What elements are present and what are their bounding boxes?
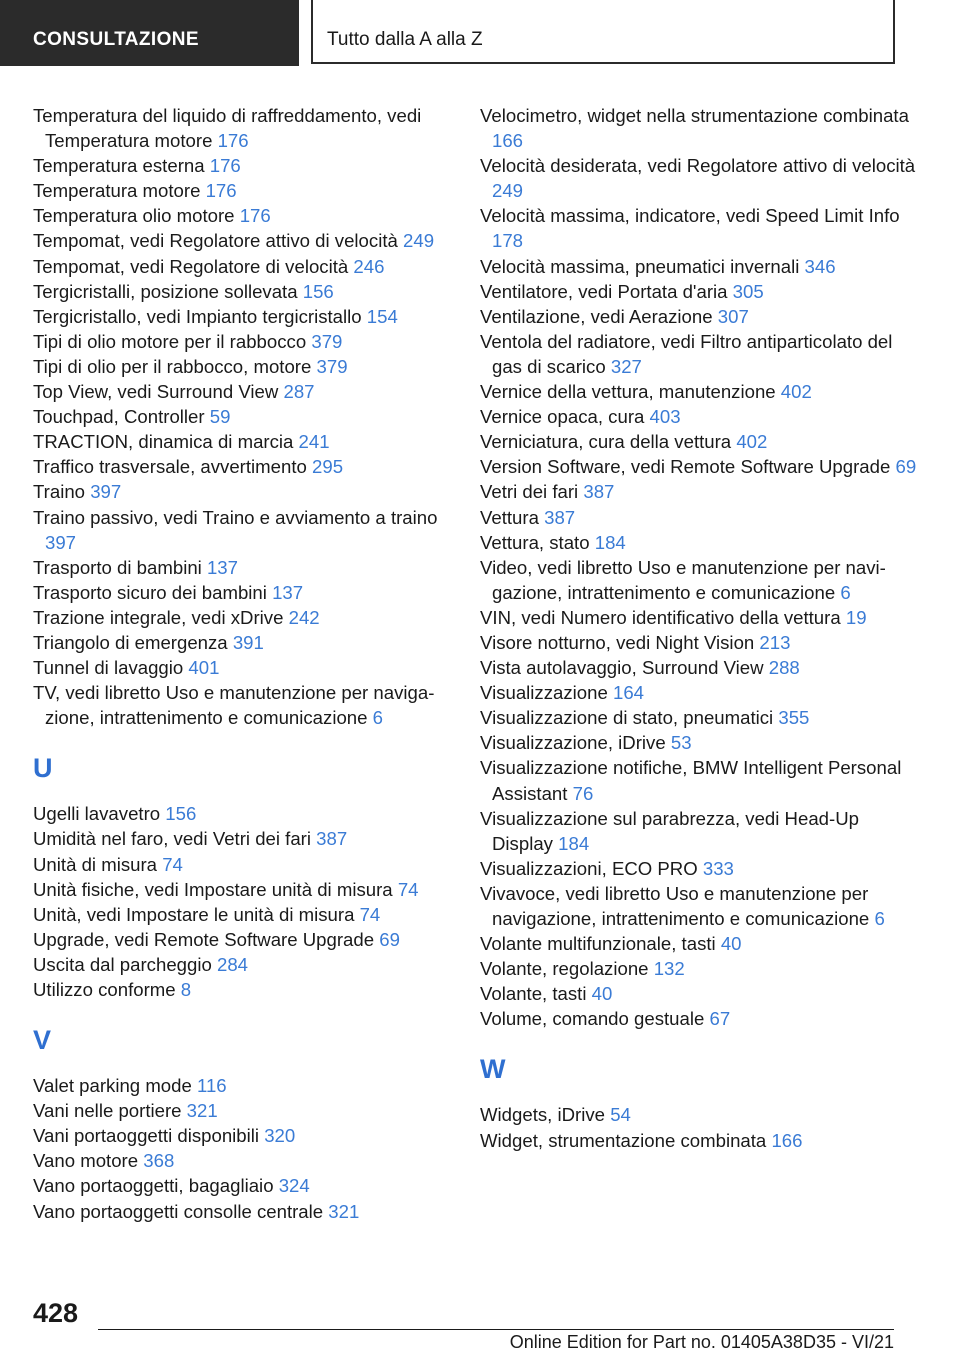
page-reference-link[interactable]: 156 (165, 803, 197, 825)
page-reference-link[interactable]: 368 (143, 1150, 175, 1172)
page-reference-link[interactable]: 137 (206, 556, 238, 578)
index-entry-text: Volante multifunzionale, tasti (480, 933, 716, 955)
page-reference-link[interactable]: 69 (379, 928, 400, 950)
index-entry-text: Version Software, vedi Remote Software Upgrade (480, 456, 891, 478)
page-reference-link[interactable]: 242 (288, 606, 320, 628)
footer-divider (98, 1329, 894, 1330)
index-entry (33, 902, 453, 927)
index-entry (33, 580, 453, 605)
index-entry (33, 877, 453, 902)
index-entry-text: Verniciatura, cura della vettura (480, 431, 732, 453)
index-entry (33, 1098, 453, 1123)
index-entry-text: Unità, vedi Impostare le unità di misura (33, 903, 355, 925)
page-reference-link[interactable]: 391 (232, 631, 264, 653)
index-entry-text: Video, vedi libretto Uso e manutenzione per navigazione, intrattenimento e comunicazione (480, 556, 886, 603)
index-entry (33, 630, 453, 655)
page-reference-link[interactable]: 401 (188, 657, 220, 679)
index-entry-text: TRACTION, dinamica di marcia (33, 431, 294, 453)
index-entry (33, 826, 453, 851)
index-entry (33, 304, 453, 329)
page-reference-link[interactable]: 116 (197, 1075, 227, 1097)
index-entry (480, 555, 920, 605)
page-reference-link[interactable]: 184 (558, 832, 590, 854)
index-entry (480, 505, 920, 530)
index-entry (33, 254, 453, 279)
index-entry (480, 655, 920, 680)
index-entry (33, 852, 453, 877)
index-entry-text: Tempomat, vedi Regolatore di velocità (33, 255, 349, 277)
index-entry-text: Traffico trasversale, avvertimento (33, 456, 307, 478)
index-entry (33, 354, 453, 379)
page-reference-link[interactable]: 288 (768, 657, 800, 679)
index-entry (33, 977, 453, 1002)
page-reference-link[interactable]: 379 (311, 330, 343, 352)
page-reference-link[interactable]: 397 (45, 531, 77, 553)
page-reference-link[interactable]: 19 (845, 606, 867, 628)
page-reference-link[interactable]: 164 (613, 682, 645, 704)
index-section-letter: W (480, 1054, 506, 1085)
index-entry (33, 927, 453, 952)
page-reference-link[interactable]: 321 (186, 1100, 218, 1122)
index-entry (33, 329, 453, 354)
index-entry-text: Tergicristalli, posizione sollevata (33, 280, 298, 302)
index-entry-text: Umidità nel faro, vedi Vetri dei fari (33, 828, 311, 850)
index-entry (480, 856, 920, 881)
index-entry-text: Widgets, iDrive (480, 1104, 606, 1126)
page-reference-link[interactable]: 249 (492, 180, 524, 202)
page-reference-link[interactable]: 59 (209, 406, 231, 428)
page-reference-link[interactable]: 6 (840, 581, 851, 603)
index-entry-text: Volume, comando gestuale (480, 1008, 705, 1030)
page-reference-link[interactable]: 379 (316, 355, 348, 377)
page-reference-link[interactable]: 176 (205, 180, 237, 202)
page-reference-link[interactable]: 402 (780, 381, 812, 403)
page-reference-link[interactable]: 6 (372, 707, 383, 729)
index-entry (33, 1199, 453, 1224)
page-reference-link[interactable]: 154 (366, 305, 398, 327)
index-entry-text: Widget, strumentazione combinata (480, 1129, 767, 1151)
page-number: 428 (33, 1298, 79, 1328)
index-entry-text: Unità di misura (33, 853, 158, 875)
index-entry (480, 806, 920, 856)
index-entry (480, 203, 920, 253)
index-section-letter: U (33, 753, 53, 784)
index-entry-text: Vettura (480, 506, 539, 528)
page-reference-link[interactable]: 213 (759, 631, 791, 653)
page-reference-link[interactable]: 287 (283, 381, 315, 403)
index-entry (33, 1123, 453, 1148)
index-entry-text: Vettura, stato (480, 531, 590, 553)
page-reference-link[interactable]: 6 (874, 908, 885, 929)
index-entry-text: Tipi di olio motore per il rabbocco (33, 330, 307, 352)
index-entry-text: Visualizzazione sul parabrezza, vedi Head-Up Display (480, 807, 859, 854)
index-entry-text: TV, vedi libretto Uso e manutenzione per navigazione, intrattenimento e comunicazione (33, 682, 435, 729)
index-entry (33, 952, 453, 977)
index-entry-text: Velocità massima, pneumatici invernali (480, 255, 800, 277)
page-reference-link[interactable]: 166 (492, 130, 524, 152)
index-entry-text: Top View, vedi Surround View (33, 381, 279, 403)
index-column-left (33, 103, 453, 1224)
index-entry-text: Visualizzazione, iDrive (480, 732, 666, 754)
index-entry-text: Visualizzazione notifiche, BMW Intelligent Personal Assistant (480, 757, 902, 804)
chapter-title: Tutto dalla A alla Z (311, 0, 895, 64)
page-reference-link[interactable]: 321 (328, 1200, 360, 1222)
index-entry (480, 304, 920, 329)
page-reference-link[interactable]: 249 (403, 230, 435, 252)
index-entry-text: Vano portaoggetti consolle centrale (33, 1200, 324, 1222)
index-entry-text: Unità fisiche, vedi Impostare unità di misura (33, 878, 393, 900)
index-entry-text: Temperatura motore (33, 180, 201, 202)
index-entry-text: Ventola del radiatore, vedi Filtro antiparticolato del gas di scarico (480, 330, 893, 377)
index-entry (33, 379, 453, 404)
page-reference-link[interactable]: 184 (594, 531, 626, 553)
index-entry-text: Vani nelle portiere (33, 1100, 182, 1122)
page-reference-link[interactable]: 307 (717, 305, 749, 327)
index-entry (33, 228, 453, 253)
page-reference-link[interactable]: 74 (359, 903, 381, 925)
index-entry (33, 103, 453, 153)
index-entry (480, 404, 920, 429)
index-entry-text: Volante, regolazione (480, 958, 649, 980)
page-reference-link[interactable]: 327 (610, 355, 642, 377)
index-entry-text: Temperatura del liquido di raffreddamento, vedi Temperatura motore (33, 105, 422, 152)
index-entry (33, 178, 453, 203)
index-entry-text: Trasporto di bambini (33, 556, 202, 578)
page-reference-link[interactable]: 324 (278, 1175, 310, 1197)
page-reference-link[interactable]: 137 (272, 581, 304, 603)
index-entry (33, 1073, 453, 1098)
index-entry (33, 1148, 453, 1173)
page-reference-link[interactable]: 54 (610, 1104, 631, 1126)
page-reference-link[interactable]: 166 (771, 1129, 803, 1151)
page-reference-link[interactable]: 74 (397, 878, 419, 900)
index-entry (33, 153, 453, 178)
page-reference-link[interactable]: 40 (720, 933, 742, 955)
index-entry (480, 755, 920, 805)
page-reference-link[interactable]: 241 (298, 431, 330, 453)
index-entry (33, 1173, 453, 1198)
page-reference-link[interactable]: 320 (264, 1125, 296, 1147)
page-reference-link[interactable]: 178 (492, 230, 524, 252)
index-entry-text: VIN, vedi Numero identificativo della vettura (480, 606, 841, 628)
index-entry-text: Trazione integrale, vedi xDrive (33, 606, 284, 628)
page-reference-link[interactable]: 355 (778, 707, 810, 729)
page-reference-link[interactable]: 53 (670, 732, 692, 754)
index-entry-text: Vista autolavaggio, Surround View (480, 657, 764, 679)
page-reference-link[interactable]: 402 (736, 431, 768, 453)
index-entry-text: Utilizzo conforme (33, 979, 176, 1000)
index-entry-text: Vano motore (33, 1150, 139, 1172)
index-entry-text: Tipi di olio per il rabbocco, motore (33, 355, 312, 377)
index-entry (480, 931, 920, 956)
index-entry (33, 605, 453, 630)
page-reference-link[interactable]: 387 (544, 506, 576, 528)
index-entry (33, 479, 453, 504)
index-entry-text: Velocità massima, indicatore, vedi Speed Limit Info (480, 205, 900, 227)
index-entry (33, 429, 453, 454)
index-entry (480, 479, 920, 504)
index-entry (480, 705, 920, 730)
index-entry-text: Visualizzazione di stato, pneumatici (480, 707, 774, 729)
index-entry-text: Triangolo di emergenza (33, 631, 228, 653)
page-reference-link[interactable]: 132 (653, 958, 685, 980)
page-reference-link[interactable]: 333 (702, 857, 734, 879)
index-entry-text: Trasporto sicuro dei bambini (33, 581, 267, 603)
index-entry (480, 530, 920, 555)
index-entry (480, 1102, 920, 1127)
index-entry-text: Tergicristallo, vedi Impianto tergicristallo (33, 305, 362, 327)
edition-note: Online Edition for Part no. 01405A38D35 - VI/21 (509, 1332, 894, 1352)
index-entry (480, 329, 920, 379)
page-reference-link[interactable]: 305 (732, 280, 764, 302)
index-section-letter: V (33, 1025, 52, 1056)
index-entry (33, 279, 453, 304)
page-reference-link[interactable]: 397 (90, 481, 122, 503)
page-header (0, 0, 960, 66)
index-entry (480, 1006, 920, 1031)
index-entry-text: Tunnel di lavaggio (33, 657, 184, 679)
index-entry-text: Ventilazione, vedi Aerazione (480, 305, 713, 327)
index-entry-text: Ventilatore, vedi Portata d'aria (480, 280, 728, 302)
page-reference-link[interactable]: 76 (572, 782, 594, 804)
page-reference-link[interactable]: 246 (353, 255, 385, 277)
page-reference-link[interactable]: 176 (217, 130, 249, 152)
index-entry-text: Tempomat, vedi Regolatore attivo di velocità (33, 230, 398, 252)
page-reference-link[interactable]: 67 (709, 1008, 731, 1030)
index-column-right (480, 103, 920, 1153)
page-reference-link[interactable]: 403 (649, 406, 681, 428)
index-entry-text: Valet parking mode (33, 1075, 192, 1097)
index-entry (33, 801, 453, 826)
index-entry-text: Volante, tasti (480, 983, 587, 1005)
page-reference-link[interactable]: 387 (316, 828, 348, 850)
index-entry (480, 379, 920, 404)
index-entry-text: Velocimetro, widget nella strumentazione combinata (480, 105, 909, 126)
index-entry (480, 103, 920, 153)
index-entry (33, 655, 453, 680)
section-tab: CONSULTAZIONE (0, 0, 299, 66)
index-entry (480, 429, 920, 454)
index-entry-text: Vani portaoggetti disponibili (33, 1125, 260, 1147)
index-entry-text: Visualizzazione (480, 682, 608, 704)
index-entry (33, 203, 453, 228)
index-entry-text: Upgrade, vedi Remote Software Upgrade (33, 928, 375, 950)
index-entry (33, 505, 453, 555)
index-entry-text: Velocità desiderata, vedi Regolatore attivo di velocità (480, 155, 916, 177)
index-entry-text: Visualizzazioni, ECO PRO (480, 857, 698, 879)
index-entry-text: Vetri dei fari (480, 481, 579, 503)
index-entry (480, 680, 920, 705)
page-reference-link[interactable]: 295 (312, 456, 344, 478)
index-entry-text: Temperatura esterna (33, 155, 205, 177)
index-entry-text: Traino (33, 481, 86, 503)
page-reference-link[interactable]: 284 (216, 953, 249, 975)
page-reference-link[interactable]: 346 (804, 255, 836, 277)
index-entry (480, 605, 920, 630)
index-entry-text: Vernice opaca, cura (480, 406, 645, 428)
index-entry (480, 254, 920, 279)
index-entry-text: Ugelli lavavetro (33, 803, 161, 825)
page-reference-link[interactable]: 69 (895, 456, 917, 478)
index-entry-text: Visore notturno, vedi Night Vision (480, 631, 755, 653)
index-entry (33, 555, 453, 580)
index-entry (480, 956, 920, 981)
index-entry-text: Touchpad, Controller (33, 406, 205, 428)
page-reference-link[interactable]: 156 (302, 280, 334, 302)
page-reference-link[interactable]: 74 (162, 853, 183, 875)
page-reference-link[interactable]: 387 (583, 481, 615, 503)
index-entry (480, 881, 920, 931)
page-reference-link[interactable]: 176 (239, 205, 271, 227)
index-entry-text: Temperatura olio motore (33, 205, 235, 227)
index-entry (33, 680, 453, 730)
index-entry-text: Traino passivo, vedi Traino e avviamento a traino (33, 506, 438, 528)
index-entry (480, 153, 920, 203)
index-entry-text: Vernice della vettura, manutenzione (480, 381, 776, 403)
index-entry (480, 981, 920, 1006)
index-entry (480, 1128, 920, 1153)
index-entry (480, 279, 920, 304)
index-entry-text: Vano portaoggetti, bagagliaio (33, 1175, 274, 1197)
index-entry (480, 630, 920, 655)
page-reference-link[interactable]: 40 (591, 983, 613, 1005)
index-entry (33, 404, 453, 429)
index-entry (480, 730, 920, 755)
page-reference-link[interactable]: 8 (180, 979, 192, 1000)
page-reference-link[interactable]: 176 (209, 155, 241, 177)
index-entry-text: Uscita dal parcheggio (33, 953, 212, 975)
index-entry (33, 454, 453, 479)
index-entry-text: Vivavoce, vedi libretto Uso e manutenzione per navigazione, intrattenimento e comunicazione (480, 882, 870, 929)
index-entry (480, 454, 920, 479)
